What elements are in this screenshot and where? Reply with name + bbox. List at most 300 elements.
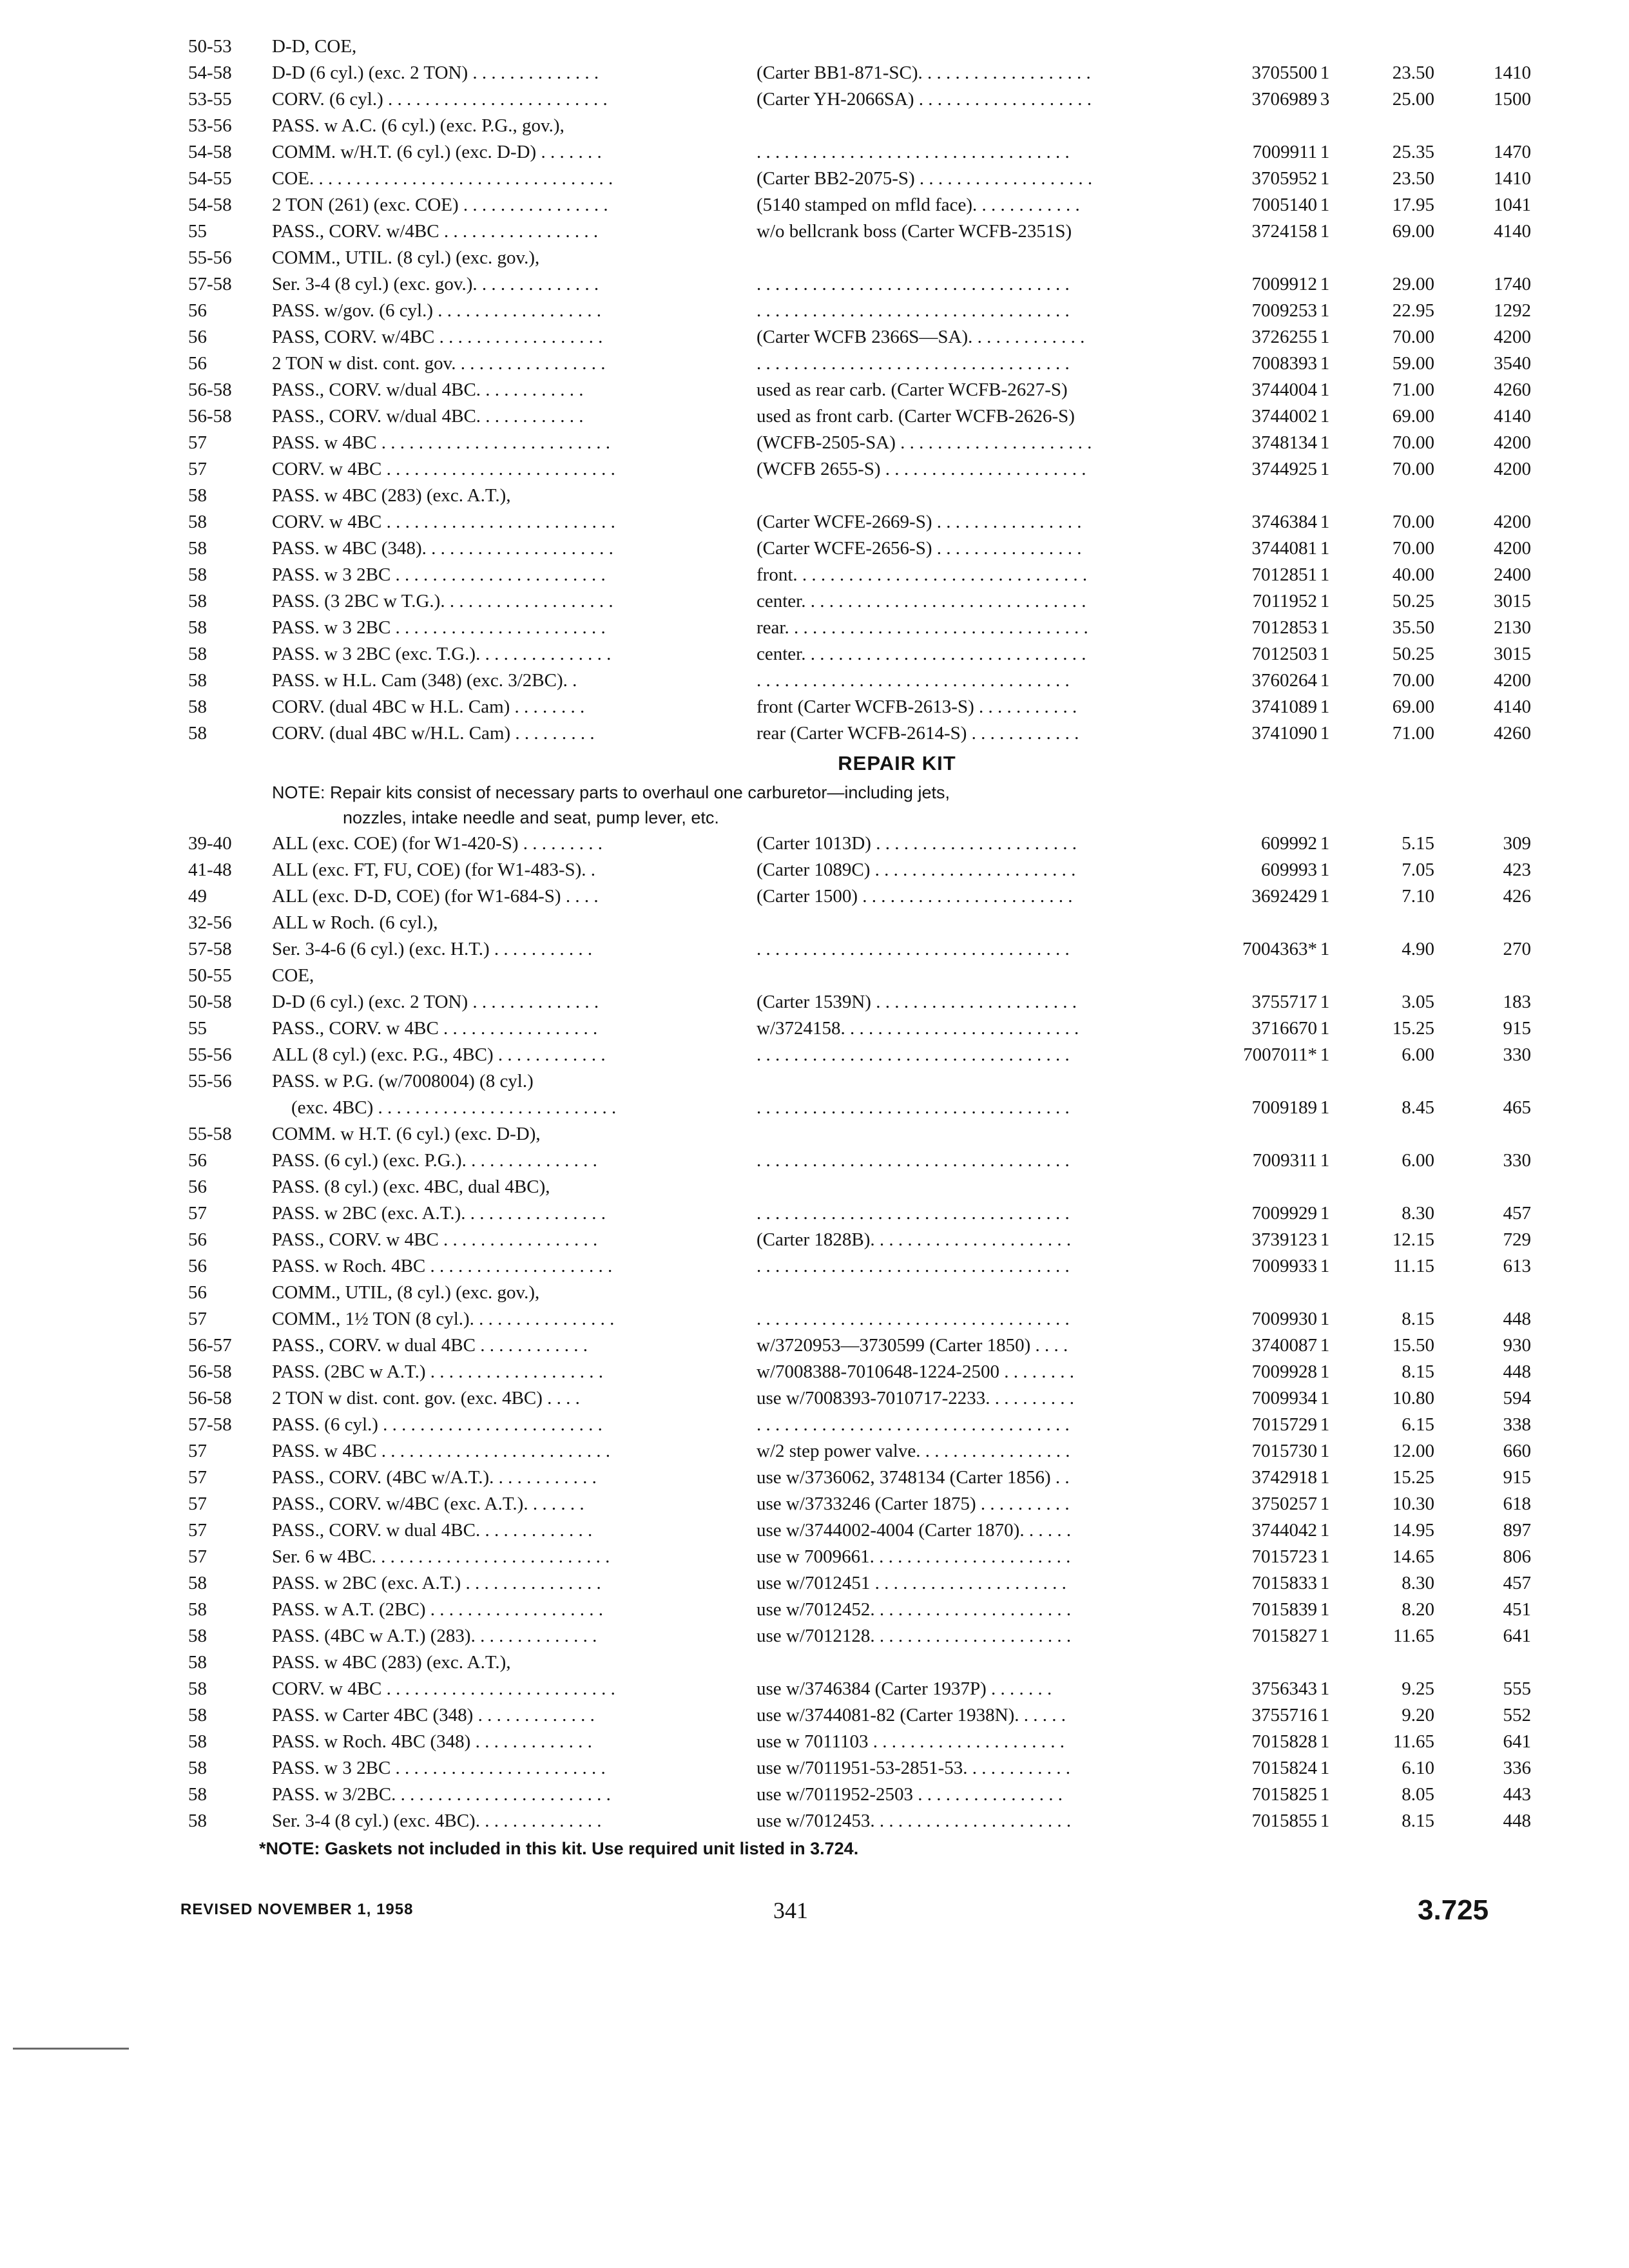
year-cell: 57 [188,1520,207,1541]
description-cell: (Carter 1013D) . . . . . . . . . . . . . . . . . . . . . . [757,833,1077,854]
price-code-cell: 594 [1503,1388,1531,1408]
table-row [188,1280,1509,1306]
list-price-cell: 70.00 [1392,538,1434,559]
list-price-cell: 14.65 [1392,1546,1434,1567]
quantity-cell: 1 [1320,1203,1330,1224]
part-number-cell: 3744081 [1251,538,1317,559]
quantity-cell: 1 [1320,1414,1330,1435]
price-code-cell: 4200 [1494,459,1531,479]
table-row [188,1068,1509,1095]
table-row [188,1570,1531,1597]
table-row [188,403,1531,430]
model-cell: PASS. w H.L. Cam (348) (exc. 3/2BC). . [272,670,577,691]
table-row [188,936,1531,963]
quantity-cell: 1 [1320,1097,1330,1118]
part-number-cell: 7015827 [1251,1626,1317,1646]
year-cell: 56 [188,1256,207,1276]
quantity-cell: 1 [1320,168,1330,189]
price-code-cell: 915 [1503,1018,1531,1039]
list-price-cell: 3.05 [1402,992,1434,1012]
price-code-cell: 270 [1503,939,1531,959]
table-row [188,86,1531,113]
year-cell: 58 [188,697,207,717]
price-code-cell: 4140 [1494,221,1531,242]
price-code-cell: 618 [1503,1494,1531,1514]
year-cell: 58 [188,1652,207,1673]
description-cell: w/2 step power valve. . . . . . . . . . . . . . . . . [757,1441,1070,1461]
model-cell: 2 TON w dist. cont. gov. . . . . . . . . . . . . . . . . [272,353,606,374]
model-cell: Ser. 3-4 (8 cyl.) (exc. gov.). . . . . . . . . . . . . . [272,274,599,294]
quantity-cell: 1 [1320,432,1330,453]
price-code-cell: 4260 [1494,723,1531,744]
model-cell: CORV. (6 cyl.) . . . . . . . . . . . . . . . . . . . . . . . . [272,89,608,110]
description-cell: used as rear carb. (Carter WCFB-2627-S) [757,380,1068,400]
year-cell: 55-56 [188,247,232,268]
model-cell: COMM., 1½ TON (8 cyl.). . . . . . . . . . . . . . . . [272,1309,615,1329]
quantity-cell: 1 [1320,1494,1330,1514]
year-cell: 58 [188,670,207,691]
quantity-cell: 1 [1320,459,1330,479]
year-cell: 57 [188,459,207,479]
quantity-cell: 1 [1320,723,1330,744]
repair-kit-note [272,780,1303,831]
list-price-cell: 70.00 [1392,459,1434,479]
model-cell: COMM. w H.T. (6 cyl.) (exc. D-D), [272,1124,541,1144]
price-code-cell: 451 [1503,1599,1531,1620]
quantity-cell: 1 [1320,939,1330,959]
list-price-cell: 6.00 [1402,1150,1434,1171]
part-number-cell: 3716670 [1251,1018,1317,1039]
table-row [188,1015,1531,1042]
list-price-cell: 15.25 [1392,1467,1434,1488]
model-cell: Ser. 6 w 4BC. . . . . . . . . . . . . . . . . . . . . . . . . . [272,1546,610,1567]
table-row [188,562,1531,588]
description-cell: (Carter 1828B). . . . . . . . . . . . . . . . . . . . . . [757,1229,1072,1250]
table-row [188,351,1531,377]
model-cell: CORV. w 4BC . . . . . . . . . . . . . . . . . . . . . . . . . [272,459,615,479]
year-cell: 58 [188,1758,207,1778]
year-cell: 57-58 [188,939,232,959]
price-code-cell: 806 [1503,1546,1531,1567]
list-price-cell: 70.00 [1392,432,1434,453]
table-row [188,1359,1531,1385]
quantity-cell: 1 [1320,327,1330,347]
description-cell: use w/7012452. . . . . . . . . . . . . . . . . . . . . . [757,1599,1072,1620]
model-cell: ALL (exc. D-D, COE) (for W1-684-S) . . . . [272,886,599,907]
description-cell: (Carter WCFE-2669-S) . . . . . . . . . . . . . . . . [757,512,1082,532]
part-number-cell: 3705500 [1251,62,1317,83]
description-cell: rear. . . . . . . . . . . . . . . . . . . . . . . . . . . . . . . . . [757,617,1088,638]
price-code-cell: 448 [1503,1811,1531,1831]
year-cell: 39-40 [188,833,232,854]
list-price-cell: 8.15 [1402,1811,1434,1831]
price-code-cell: 4200 [1494,512,1531,532]
list-price-cell: 6.00 [1402,1044,1434,1065]
description-cell: . . . . . . . . . . . . . . . . . . . . . . . . . . . . . . . . . . [757,939,1070,959]
quantity-cell: 1 [1320,1229,1330,1250]
quantity-cell: 1 [1320,697,1330,717]
list-price-cell: 15.25 [1392,1018,1434,1039]
price-code-cell: 1292 [1494,300,1531,321]
model-cell: ALL w Roch. (6 cyl.), [272,912,438,933]
quantity-cell: 1 [1320,1546,1330,1567]
year-cell: 58 [188,564,207,585]
part-number-cell: 609992 [1261,833,1317,854]
year-cell: 54-55 [188,168,232,189]
year-cell: 56 [188,300,207,321]
description-cell: . . . . . . . . . . . . . . . . . . . . . . . . . . . . . . . . . . [757,1150,1070,1171]
year-cell: 56-57 [188,1335,232,1356]
model-cell: PASS. w 4BC . . . . . . . . . . . . . . . . . . . . . . . . . [272,1441,611,1461]
description-cell: (Carter WCFE-2656-S) . . . . . . . . . . . . . . . . [757,538,1082,559]
quantity-cell: 1 [1320,886,1330,907]
description-cell: (Carter 1500) . . . . . . . . . . . . . . . . . . . . . . . [757,886,1073,907]
table-row [188,1174,1509,1200]
part-number-cell: 3741090 [1251,723,1317,744]
description-cell: . . . . . . . . . . . . . . . . . . . . . . . . . . . . . . . . . . [757,1309,1070,1329]
description-cell: (5140 stamped on mfld face). . . . . . . . . . . . [757,195,1080,215]
model-cell: PASS. w A.C. (6 cyl.) (exc. P.G., gov.), [272,115,564,136]
year-cell: 58 [188,1626,207,1646]
list-price-cell: 7.10 [1402,886,1434,907]
part-number-cell: 3744042 [1251,1520,1317,1541]
year-cell: 58 [188,644,207,664]
description-cell: front. . . . . . . . . . . . . . . . . . . . . . . . . . . . . . . . [757,564,1088,585]
model-cell: PASS. w 2BC (exc. A.T.) . . . . . . . . . . . . . . . [272,1573,601,1593]
description-cell: . . . . . . . . . . . . . . . . . . . . . . . . . . . . . . . . . . [757,1044,1070,1065]
table-row [188,1597,1531,1623]
model-cell: COE, [272,965,314,986]
year-cell: 58 [188,485,207,506]
description-cell: . . . . . . . . . . . . . . . . . . . . . . . . . . . . . . . . . . [757,1256,1070,1276]
year-cell: 50-55 [188,965,232,986]
part-number-cell: 7012503 [1251,644,1317,664]
description-cell: w/3724158. . . . . . . . . . . . . . . . . . . . . . . . . . [757,1018,1079,1039]
part-number-cell: 609993 [1261,860,1317,880]
list-price-cell: 35.50 [1392,617,1434,638]
price-code-cell: 4200 [1494,538,1531,559]
model-cell: COMM., UTIL, (8 cyl.) (exc. gov.), [272,1282,540,1303]
description-cell: rear (Carter WCFB-2614-S) . . . . . . . . . . . . [757,723,1079,744]
description-cell: front (Carter WCFB-2613-S) . . . . . . . . . . . [757,697,1077,717]
table-row [188,535,1531,562]
list-price-cell: 15.50 [1392,1335,1434,1356]
description-cell: use w/7011952-2503 . . . . . . . . . . . . . . . . [757,1784,1063,1805]
description-cell: (Carter WCFB 2366S—SA). . . . . . . . . . . . . [757,327,1085,347]
description-cell: center. . . . . . . . . . . . . . . . . . . . . . . . . . . . . . . [757,591,1086,611]
quantity-cell: 1 [1320,1388,1330,1408]
description-cell: . . . . . . . . . . . . . . . . . . . . . . . . . . . . . . . . . . [757,1414,1070,1435]
year-cell: 58 [188,512,207,532]
price-code-cell: 426 [1503,886,1531,907]
quantity-cell: 1 [1320,1599,1330,1620]
list-price-cell: 8.30 [1402,1573,1434,1593]
part-number-cell: 3755716 [1251,1705,1317,1725]
list-price-cell: 40.00 [1392,564,1434,585]
table-row [188,720,1531,747]
list-price-cell: 12.00 [1392,1441,1434,1461]
table-row [188,1412,1531,1438]
description-cell: (Carter YH-2066SA) . . . . . . . . . . . . . . . . . . . [757,89,1092,110]
price-code-cell: 4200 [1494,432,1531,453]
model-cell: CORV. w 4BC . . . . . . . . . . . . . . . . . . . . . . . . . [272,512,615,532]
quantity-cell: 1 [1320,195,1330,215]
table-row [188,1649,1509,1676]
year-cell: 32-56 [188,912,232,933]
table-row [188,641,1531,668]
year-cell: 57 [188,1467,207,1488]
quantity-cell: 1 [1320,1731,1330,1752]
model-cell: PASS. w Roch. 4BC . . . . . . . . . . . . . . . . . . . . [272,1256,613,1276]
price-code-cell: 660 [1503,1441,1531,1461]
price-code-cell: 457 [1503,1203,1531,1224]
table-row [188,377,1531,403]
description-cell: use w/7012453. . . . . . . . . . . . . . . . . . . . . . [757,1811,1072,1831]
quantity-cell: 1 [1320,1758,1330,1778]
table-row [188,166,1531,192]
model-cell: CORV. (dual 4BC w H.L. Cam) . . . . . . . . [272,697,585,717]
part-number-cell: 7009933 [1251,1256,1317,1276]
list-price-cell: 59.00 [1392,353,1434,374]
part-number-cell: 7011952 [1252,591,1317,611]
revision-date: REVISED NOVEMBER 1, 1958 [180,1901,414,1918]
part-number-cell: 3748134 [1251,432,1317,453]
model-cell: PASS. w 3 2BC (exc. T.G.). . . . . . . . . . . . . . . [272,644,612,664]
description-cell: use w/3744002-4004 (Carter 1870). . . . . . [757,1520,1072,1541]
year-cell: 56 [188,1282,207,1303]
table-row [188,989,1531,1015]
part-number-cell: 3706989 [1251,89,1317,110]
table-row [188,615,1531,641]
table-row [188,883,1531,910]
price-code-cell: 336 [1503,1758,1531,1778]
quantity-cell: 1 [1320,1467,1330,1488]
model-cell: COMM., UTIL. (8 cyl.) (exc. gov.), [272,247,540,268]
price-code-cell: 613 [1503,1256,1531,1276]
list-price-cell: 70.00 [1392,512,1434,532]
quantity-cell: 1 [1320,591,1330,611]
model-cell: CORV. (dual 4BC w/H.L. Cam) . . . . . . . . . [272,723,595,744]
table-row [188,456,1531,483]
list-price-cell: 17.95 [1392,195,1434,215]
year-cell: 56 [188,1150,207,1171]
part-number-cell: 3744004 [1251,380,1317,400]
year-cell: 54-58 [188,142,232,162]
table-row [188,1729,1531,1755]
scan-artifact-line [13,2048,129,2050]
section-number: 3.725 [1418,1894,1489,1926]
model-cell: PASS. (2BC w A.T.) . . . . . . . . . . . . . . . . . . . [272,1361,604,1382]
quantity-cell: 1 [1320,1811,1330,1831]
model-cell: PASS, CORV. w/4BC . . . . . . . . . . . . . . . . . . [272,327,603,347]
table-row [188,1148,1531,1174]
quantity-cell: 1 [1320,833,1330,854]
description-cell: use w 7011103 . . . . . . . . . . . . . . . . . . . . . [757,1731,1065,1752]
table-row [188,1676,1531,1702]
model-cell: Ser. 3-4-6 (6 cyl.) (exc. H.T.) . . . . . . . . . . . [272,939,593,959]
price-code-cell: 555 [1503,1678,1531,1699]
price-code-cell: 552 [1503,1705,1531,1725]
part-number-cell: 7008393 [1251,353,1317,374]
description-cell: used as front carb. (Carter WCFB-2626-S) [757,406,1075,427]
table-row [188,1623,1531,1649]
price-code-cell: 330 [1503,1150,1531,1171]
model-cell: COE. . . . . . . . . . . . . . . . . . . . . . . . . . . . . . . . . [272,168,613,189]
table-row [188,324,1531,351]
year-cell: 57-58 [188,274,232,294]
table-row [188,1517,1531,1544]
year-cell: 54-58 [188,62,232,83]
quantity-cell: 1 [1320,353,1330,374]
part-number-cell: 3724158 [1251,221,1317,242]
part-number-cell: 3740087 [1251,1335,1317,1356]
quantity-cell: 1 [1320,221,1330,242]
list-price-cell: 8.20 [1402,1599,1434,1620]
year-cell: 58 [188,538,207,559]
part-number-cell: 7015824 [1251,1758,1317,1778]
model-cell: PASS. (6 cyl.) . . . . . . . . . . . . . . . . . . . . . . . . [272,1414,602,1435]
table-row [188,1200,1531,1227]
year-cell: 58 [188,1599,207,1620]
part-number-cell: 7015833 [1251,1573,1317,1593]
part-number-cell: 7012853 [1251,617,1317,638]
table-row [188,1465,1531,1491]
price-code-cell: 2400 [1494,564,1531,585]
table-row [188,1544,1531,1570]
year-cell: 56-58 [188,406,232,427]
gasket-footnote: *NOTE: Gaskets not included in this kit. Use required unit listed in 3.724. [259,1839,859,1858]
price-code-cell: 330 [1503,1044,1531,1065]
price-code-cell: 4200 [1494,327,1531,347]
section-heading: REPAIR KIT [838,752,956,774]
table-row [188,1755,1531,1782]
model-cell: ALL (exc. FT, FU, COE) (for W1-483-S). . [272,860,596,880]
table-row [188,588,1531,615]
model-cell: D-D, COE, [272,36,357,57]
part-number-cell: 3746384 [1251,512,1317,532]
price-code-cell: 1410 [1494,168,1531,189]
year-cell: 58 [188,1784,207,1805]
year-cell: 57 [188,1546,207,1567]
part-number-cell: 7009928 [1251,1361,1317,1382]
model-cell: PASS. (6 cyl.) (exc. P.G.). . . . . . . . . . . . . . . [272,1150,597,1171]
year-cell: 54-58 [188,195,232,215]
list-price-cell: 10.80 [1392,1388,1434,1408]
carburetor-rows [188,34,1531,747]
part-number-cell: 7012851 [1251,564,1317,585]
year-cell: 57 [188,1494,207,1514]
model-cell: PASS., CORV. w dual 4BC. . . . . . . . . . . . . [272,1520,593,1541]
year-cell: 55-58 [188,1124,232,1144]
description-cell: (Carter BB2-2075-S) . . . . . . . . . . . . . . . . . . . [757,168,1093,189]
list-price-cell: 9.20 [1402,1705,1434,1725]
year-cell: 58 [188,1705,207,1725]
description-cell: . . . . . . . . . . . . . . . . . . . . . . . . . . . . . . . . . . [757,670,1070,691]
model-cell: D-D (6 cyl.) (exc. 2 TON) . . . . . . . . . . . . . . [272,62,599,83]
list-price-cell: 10.30 [1392,1494,1434,1514]
part-number-cell: 7015839 [1251,1599,1317,1620]
list-price-cell: 23.50 [1392,62,1434,83]
table-row [188,857,1531,883]
price-code-cell: 448 [1503,1361,1531,1382]
list-price-cell: 8.15 [1402,1309,1434,1329]
quantity-cell: 3 [1320,89,1330,110]
description-cell: (WCFB-2505-SA) . . . . . . . . . . . . . . . . . . . . . [757,432,1092,453]
price-code-cell: 641 [1503,1626,1531,1646]
price-code-cell: 897 [1503,1520,1531,1541]
model-cell: PASS. w 3 2BC . . . . . . . . . . . . . . . . . . . . . . . [272,617,606,638]
year-cell: 58 [188,1678,207,1699]
description-cell: use w/3733246 (Carter 1875) . . . . . . . . . . [757,1494,1070,1514]
part-number-cell: 3755717 [1251,992,1317,1012]
model-cell: PASS. (8 cyl.) (exc. 4BC, dual 4BC), [272,1177,550,1197]
list-price-cell: 69.00 [1392,406,1434,427]
quantity-cell: 1 [1320,1044,1330,1065]
quantity-cell: 1 [1320,1441,1330,1461]
list-price-cell: 25.35 [1392,142,1434,162]
year-cell: 57 [188,1203,207,1224]
year-cell: 57 [188,1309,207,1329]
price-code-cell: 338 [1503,1414,1531,1435]
part-number-cell: 7015855 [1251,1811,1317,1831]
model-cell: PASS. w A.T. (2BC) . . . . . . . . . . . . . . . . . . . [272,1599,604,1620]
part-number-cell: 7015729 [1251,1414,1317,1435]
parts-table [188,34,1531,1861]
quantity-cell: 1 [1320,300,1330,321]
description-cell: use w/7012451 . . . . . . . . . . . . . . . . . . . . . [757,1573,1066,1593]
list-price-cell: 14.95 [1392,1520,1434,1541]
price-code-cell: 443 [1503,1784,1531,1805]
model-cell: D-D (6 cyl.) (exc. 2 TON) . . . . . . . . . . . . . . [272,992,599,1012]
part-number-cell: 3756343 [1251,1678,1317,1699]
list-price-cell: 7.05 [1402,860,1434,880]
model-cell: PASS., CORV. w dual 4BC . . . . . . . . . . . . [272,1335,588,1356]
year-cell: 53-55 [188,89,232,110]
year-cell: 56-58 [188,380,232,400]
list-price-cell: 69.00 [1392,697,1434,717]
price-code-cell: 2130 [1494,617,1531,638]
model-cell: Ser. 3-4 (8 cyl.) (exc. 4BC). . . . . . . . . . . . . . [272,1811,602,1831]
description-cell: . . . . . . . . . . . . . . . . . . . . . . . . . . . . . . . . . . [757,353,1070,374]
model-cell: PASS. w 3/2BC. . . . . . . . . . . . . . . . . . . . . . . . [272,1784,611,1805]
list-price-cell: 70.00 [1392,327,1434,347]
list-price-cell: 8.45 [1402,1097,1434,1118]
list-price-cell: 6.10 [1402,1758,1434,1778]
table-row [188,1121,1509,1148]
quantity-cell: 1 [1320,564,1330,585]
model-cell: PASS. w 4BC (283) (exc. A.T.), [272,1652,511,1673]
table-row [188,831,1531,857]
model-cell: PASS., CORV. w/dual 4BC. . . . . . . . . . . . [272,406,584,427]
table-row [188,218,1531,245]
price-code-cell: 729 [1503,1229,1531,1250]
year-cell: 56-58 [188,1361,232,1382]
table-row [188,1253,1531,1280]
list-price-cell: 8.05 [1402,1784,1434,1805]
list-price-cell: 29.00 [1392,274,1434,294]
table-row [188,298,1531,324]
quantity-cell: 1 [1320,1626,1330,1646]
table-row [188,668,1531,694]
page-number: 341 [773,1898,808,1923]
model-cell: PASS. w 3 2BC . . . . . . . . . . . . . . . . . . . . . . . [272,1758,606,1778]
list-price-cell: 23.50 [1392,168,1434,189]
model-cell: (exc. 4BC) . . . . . . . . . . . . . . . . . . . . . . . . . . [291,1097,617,1118]
price-code-cell: 930 [1503,1335,1531,1356]
model-cell: PASS. w/gov. (6 cyl.) . . . . . . . . . . . . . . . . . . [272,300,602,321]
description-cell: w/o bellcrank boss (Carter WCFB-2351S) [757,221,1072,242]
list-price-cell: 71.00 [1392,723,1434,744]
